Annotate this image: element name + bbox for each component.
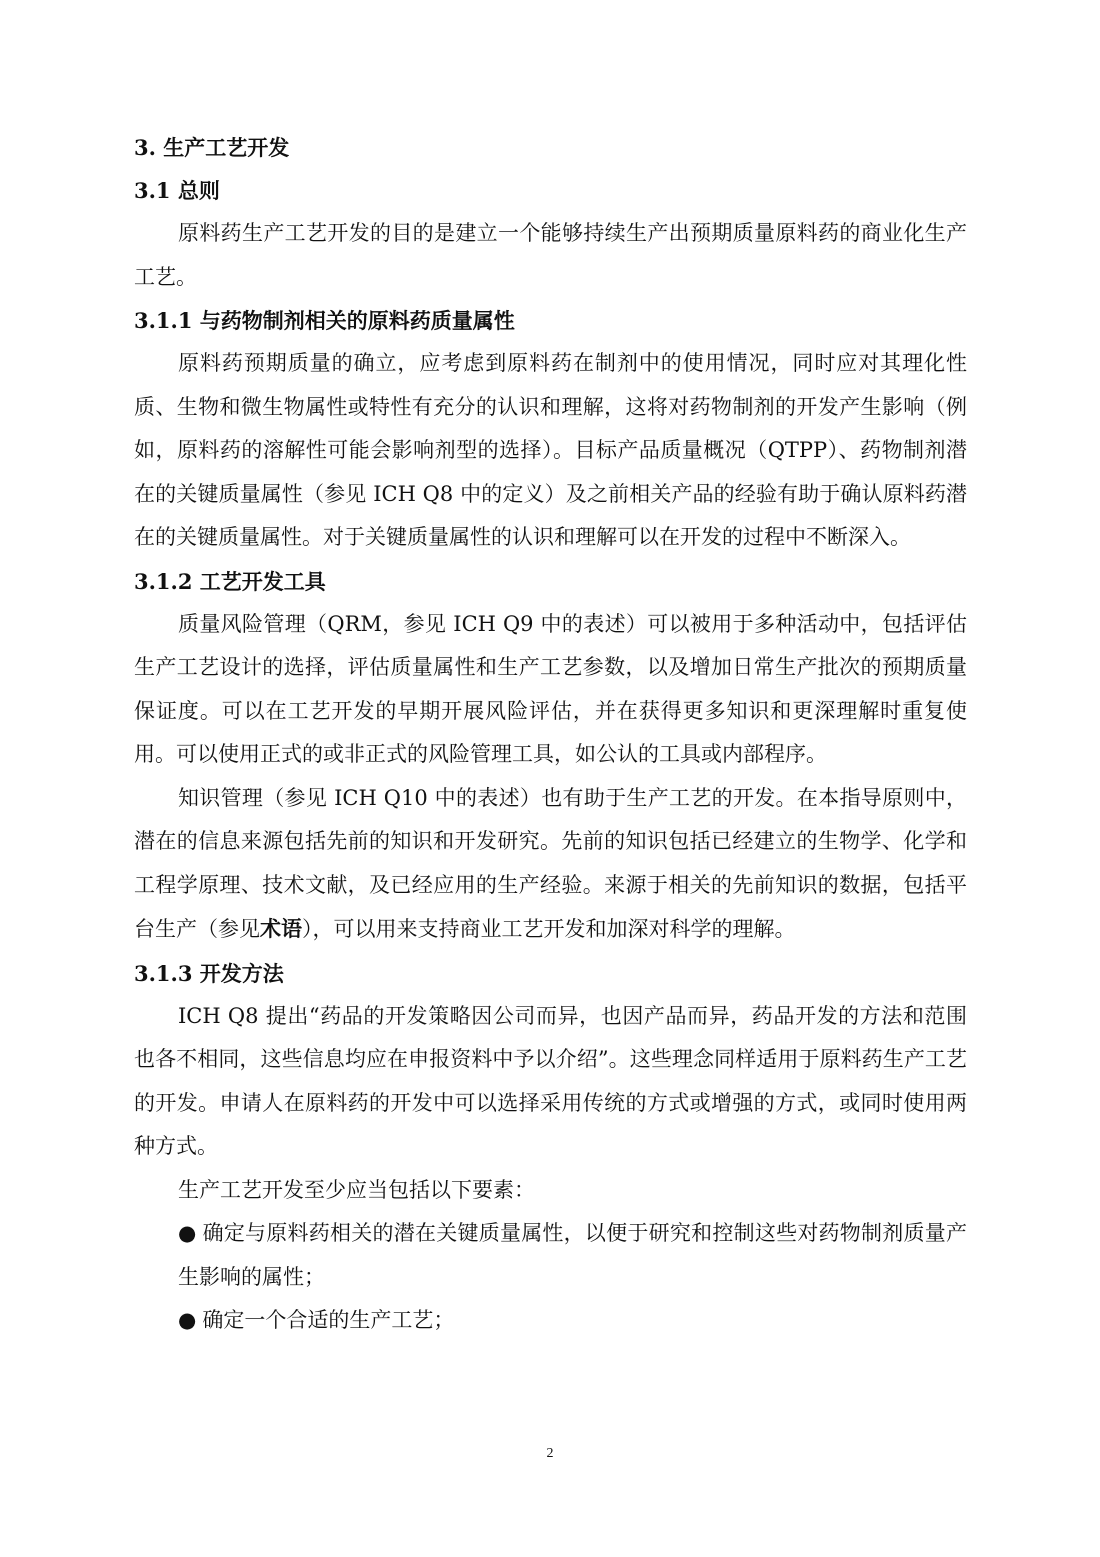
section-heading-3-1: 3.1 总则 xyxy=(134,178,220,203)
paragraph-3-1-3-b: 生产工艺开发至少应当包括以下要素： xyxy=(178,1177,535,1202)
page-content xyxy=(134,126,967,1343)
paragraph-3-1: 原料药生产工艺开发的目的是建立一个能够持续生产出预期质量原料药的商业化生产工艺。 xyxy=(134,221,967,289)
paragraph-text: 知识管理（参见 ICH Q10 中的表述）也有助于生产工艺的开发。在本指导原则中，潜在的信息来源包括先前的知识和开发研究。先前的知识包括已经建立的生物学、化学和工程学原理、技术文献，及已经应用的生产经验。来源于相关的先前知识的数据，包括平台生产（参见 xyxy=(134,785,967,941)
section-heading-3-1-3: 3.1.3 开发方法 xyxy=(134,960,284,986)
bullet-text: 确定一个合适的生产工艺； xyxy=(202,1308,455,1332)
bullet-item xyxy=(134,1299,967,1343)
paragraph-3-1-3-a: ICH Q8 提出“药品的开发策略因公司而异，也因产品而异，药品开发的方法和范围也各不相同，这些信息均应在申报资料中予以介绍”。这些理念同样适用于原料药生产工艺的开发。申请人在原料药的开发中可以选择采用传统的方式或增强的方式，或同时使用两种方式。 xyxy=(134,1003,967,1158)
page-number: 2 xyxy=(546,1446,554,1461)
paragraph-3-1-2-a: 质量风险管理（QRM，参见 ICH Q9 中的表述）可以被用于多种活动中，包括评估生产工艺设计的选择，评估质量属性和生产工艺参数，以及增加日常生产批次的预期质量保证度。可以在工艺开发的早期开展风险评估，并在获得更多知识和更深理解时重复使用。可以使用正式的或非正式的风险管理工具，如公认的工具或内部程序。 xyxy=(134,611,967,766)
paragraph-3-1-1: 原料药预期质量的确立，应考虑到原料药在制剂中的使用情况，同时应对其理化性质、生物和微生物属性或特性有充分的认识和理解，这将对药物制剂的开发产生影响（例如，原料药的溶解性可能会影响剂型的选择）。目标产品质量概况（QTPP）、药物制剂潜在的关键质量属性（参见 ICH Q8 中的定义）及之前相关产品的经验有助于确认原料药潜在的关键质量属性。对于关键质量属性的认识和理解可以在开发的过程中不断深入。 xyxy=(134,351,967,549)
bullet-icon: ● xyxy=(178,1221,197,1245)
bullet-text: 确定与原料药相关的潜在关键质量属性，以便于研究和控制这些对药物制剂质量产生影响的属性； xyxy=(178,1221,968,1289)
section-heading-3-1-1: 3.1.1 与药物制剂相关的原料药质量属性 xyxy=(134,308,515,333)
bullet-icon: ● xyxy=(178,1308,197,1332)
paragraph-text: ），可以用来支持商业工艺开发和加深对科学的理解。 xyxy=(302,917,796,941)
section-heading-3-1-2: 3.1.2 工艺开发工具 xyxy=(134,568,326,594)
section-heading-3: 3. 生产工艺开发 xyxy=(134,135,290,160)
glossary-term-link: 术语 xyxy=(260,916,302,941)
paragraph-3-1-2-b xyxy=(134,777,967,952)
bullet-item xyxy=(134,1212,967,1299)
